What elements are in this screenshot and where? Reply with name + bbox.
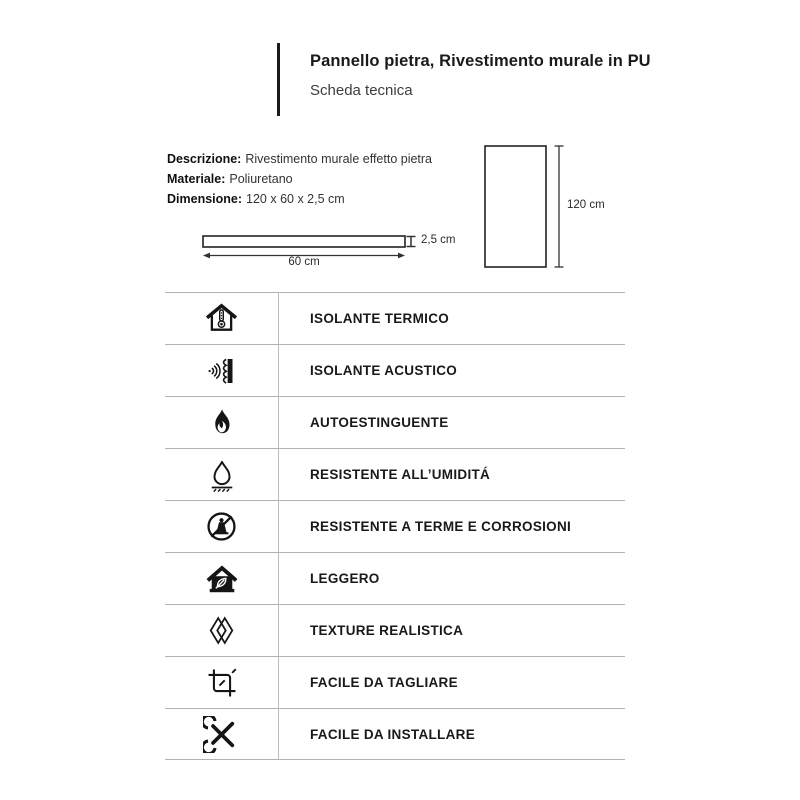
spec-label: Materiale: — [167, 172, 226, 186]
feature-label: LEGGERO — [310, 571, 380, 586]
spec-label: Dimensione: — [167, 192, 243, 206]
height-dimension-line — [555, 146, 564, 267]
spec-value: Poliuretano — [229, 172, 293, 186]
feature-row-resistente-terme — [165, 500, 625, 552]
feature-row-autoestinguente — [165, 396, 625, 448]
diamond-texture-icon — [204, 613, 239, 648]
arrow-left — [203, 253, 210, 259]
feature-row-resistente-umidita — [165, 448, 625, 500]
feature-label: FACILE DA INSTALLARE — [310, 726, 475, 742]
table-column-divider — [278, 292, 279, 760]
feature-table — [165, 292, 625, 760]
panel-front-view — [485, 146, 546, 267]
width-label: 60 cm — [288, 256, 320, 268]
feather-house-icon — [203, 560, 241, 598]
feature-row-leggero — [165, 552, 625, 604]
water-drop-icon — [203, 456, 241, 494]
feature-row-isolante-termico — [165, 292, 625, 344]
feature-label: TEXTURE REALISTICA — [310, 623, 464, 638]
spec-label: Descrizione: — [167, 152, 242, 166]
page-title: Pannello pietra, Rivestimento murale in PU — [310, 52, 651, 70]
feature-label: RESISTENTE ALL’UMIDITÁ — [310, 467, 491, 482]
height-label: 120 cm — [567, 199, 605, 211]
arrow-right — [398, 253, 405, 259]
feature-row-facile-installare — [165, 708, 625, 760]
feature-row-texture-realistica — [165, 604, 625, 656]
feature-label: RESISTENTE A TERME E CORROSIONI — [310, 519, 572, 534]
spec-value: Rivestimento murale effetto pietra — [245, 152, 433, 166]
no-termite-icon — [203, 508, 240, 545]
feature-label: ISOLANTE ACUSTICO — [310, 363, 458, 378]
crop-icon — [203, 664, 241, 702]
spec-value: 120 x 60 x 2,5 cm — [246, 192, 345, 206]
sound-waves-icon — [204, 353, 240, 389]
title-accent-bar — [277, 43, 280, 116]
thickness-label: 2,5 cm — [421, 234, 456, 246]
thickness-bracket — [407, 237, 416, 247]
feature-label: AUTOESTINGUENTE — [310, 415, 449, 430]
page-subtitle: Scheda tecnica — [310, 82, 413, 99]
feature-row-isolante-acustico — [165, 344, 625, 396]
flame-icon — [204, 405, 240, 441]
house-thermometer-icon — [203, 300, 240, 337]
crossed-wrenches-icon — [203, 716, 240, 753]
feature-row-facile-tagliare — [165, 656, 625, 708]
feature-label: ISOLANTE TERMICO — [310, 311, 450, 326]
panel-side-view — [203, 236, 405, 247]
feature-label: FACILE DA TAGLIARE — [310, 675, 458, 690]
